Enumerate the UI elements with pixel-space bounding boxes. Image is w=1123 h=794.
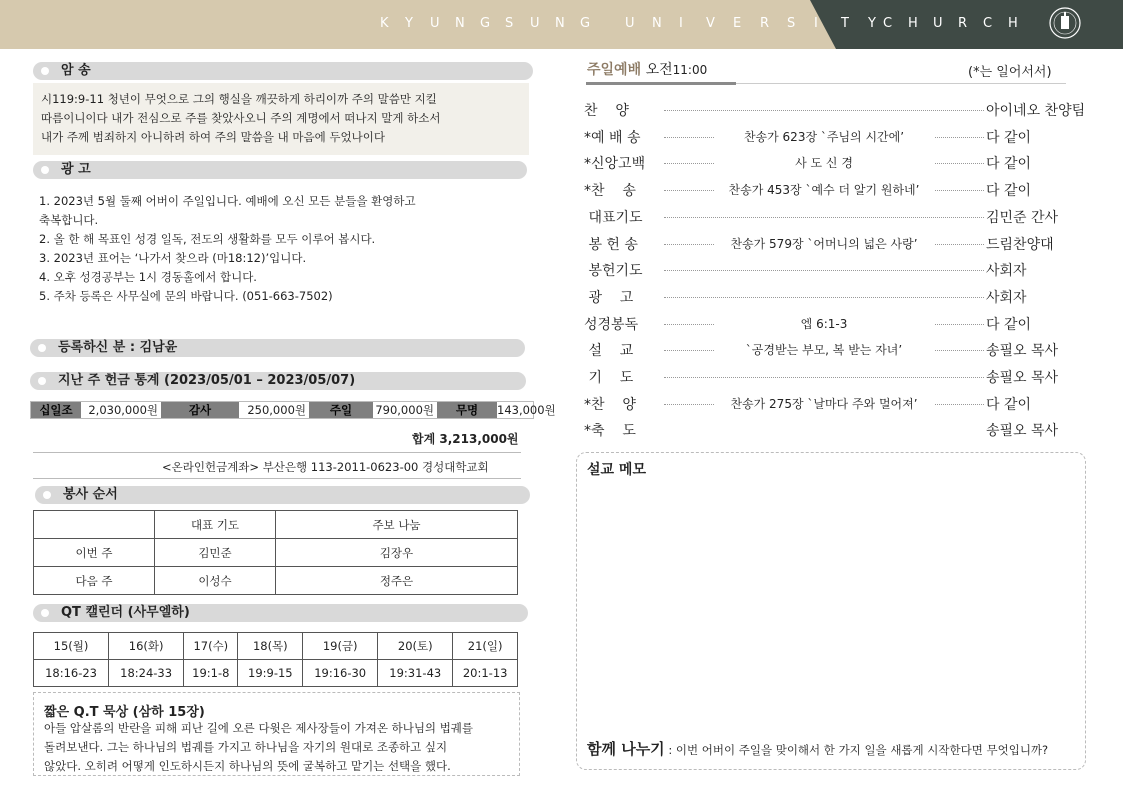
- announcement-line: 3. 2023년 표어는 ‘나가서 찾으라 (마18:12)’입니다.: [39, 251, 307, 265]
- header-letter: E: [733, 16, 742, 31]
- order-row: [584, 234, 1096, 254]
- announcement-line: 4. 오후 성경공부는 1시 경동홀에서 합니다.: [39, 270, 257, 284]
- table-row: [34, 633, 518, 660]
- header-letter: Y: [405, 16, 413, 31]
- offering-label: 주일: [309, 402, 373, 418]
- order-detail: 찬송가 275장 `날마다 주와 멀어져’: [714, 395, 934, 412]
- order-name: 기 도: [584, 370, 634, 386]
- order-row: [584, 153, 1096, 173]
- header-letter: S: [787, 16, 796, 31]
- order-name: *신앙고백: [584, 156, 646, 172]
- header-letter: V: [706, 16, 715, 31]
- qt-heading: QT 캘린더 (사무엘하): [33, 604, 528, 622]
- announcements-heading: 광 고: [33, 161, 527, 179]
- registered-heading: 등록하신 분 : 김남윤: [30, 339, 525, 357]
- header-letter: H: [908, 16, 918, 31]
- bullet-dot-icon: [41, 609, 49, 617]
- offering-label: 무명: [437, 402, 497, 418]
- order-name: 광 고: [584, 290, 634, 306]
- order-row: [584, 287, 1096, 307]
- announcement-line: 축복합니다.: [39, 213, 99, 227]
- divider: [33, 478, 521, 479]
- order-leader: 다 같이: [986, 130, 1032, 146]
- header-letter: R: [958, 16, 968, 31]
- order-leader: 김민준 간사: [986, 210, 1059, 226]
- order-leader: 다 같이: [986, 156, 1032, 172]
- order-detail: 찬송가 453장 `예수 더 알기 원하네’: [714, 181, 934, 198]
- bullet-dot-icon: [38, 344, 46, 352]
- order-leader: 아이네오 찬양팀: [986, 103, 1086, 119]
- leader-dots: [664, 377, 984, 378]
- header-letter: K: [380, 16, 389, 31]
- offering-amount: 143,000원: [497, 403, 556, 417]
- sermon-memo-title: 설교 메모: [587, 462, 646, 478]
- qt-passage: 20:1-13: [453, 660, 518, 687]
- offering-total: 합계 3,213,000원: [412, 432, 519, 446]
- offering-heading: 지난 주 헌금 통계 (2023/05/01 – 2023/05/07): [30, 372, 526, 390]
- qt-day: 20(토): [378, 633, 453, 660]
- memory-verse-text: [41, 90, 441, 147]
- service-heading: 봉사 순서: [35, 486, 530, 504]
- qt-day: 17(수): [184, 633, 238, 660]
- order-name: *예 배 송: [584, 130, 641, 146]
- header-letter: N: [652, 16, 662, 31]
- order-name: 성경봉독: [584, 317, 639, 333]
- qt-passage: 19:9-15: [238, 660, 303, 687]
- announcements-list: [39, 192, 416, 306]
- qt-passage: 18:24-33: [109, 660, 184, 687]
- order-leader: 다 같이: [986, 183, 1032, 199]
- order-leader: 송필오 목사: [986, 423, 1059, 439]
- header-letter: I: [814, 16, 818, 31]
- verse-line: 내가 주께 범죄하지 아니하려 하여 주의 말씀을 내 마음에 두었나이다: [41, 130, 385, 144]
- share-together: [587, 738, 1048, 759]
- qt-day: 21(일): [453, 633, 518, 660]
- header-letter: G: [480, 16, 491, 31]
- announcement-line: 5. 주차 등록은 사무실에 문의 바랍니다. (051-663-7502): [39, 289, 333, 303]
- memory-verse-heading: 암 송: [33, 62, 533, 80]
- header-letter: R: [760, 16, 770, 31]
- worship-title: 주일예배 오전11:00: [587, 62, 708, 78]
- header-letter: G: [580, 16, 591, 31]
- header-letter: Y: [868, 16, 876, 31]
- bullet-dot-icon: [38, 377, 46, 385]
- leader-dots: [664, 217, 984, 218]
- leader-dots: [664, 110, 984, 111]
- bullet-dot-icon: [41, 67, 49, 75]
- offering-label: 감사: [161, 402, 239, 418]
- meditation-text: [44, 719, 473, 776]
- order-leader: 다 같이: [986, 317, 1032, 333]
- header-letter: N: [555, 16, 565, 31]
- leader-dots: [664, 270, 984, 271]
- header-letter: U: [933, 16, 943, 31]
- table-cell: 다음 주: [34, 567, 155, 595]
- qt-calendar-table: [33, 632, 518, 687]
- standing-note: (*는 일어서서): [968, 65, 1052, 80]
- offering-stats-row: [30, 401, 556, 419]
- table-row: [34, 567, 518, 595]
- order-detail: 찬송가 579장 `어머니의 넓은 사랑’: [714, 235, 934, 252]
- order-detail: 찬송가 623장 `주님의 시간에’: [714, 128, 934, 145]
- table-cell: 이번 주: [34, 539, 155, 567]
- header-letter: C: [983, 16, 993, 31]
- divider: [33, 452, 521, 453]
- share-question: : 이번 어버이 주일을 맞이해서 한 가지 일을 새롭게 시작한다면 무엇입니까?: [664, 743, 1049, 757]
- order-name: 봉 헌 송: [584, 237, 638, 253]
- order-leader: 다 같이: [986, 397, 1032, 413]
- order-name: *찬 송: [584, 183, 636, 199]
- order-detail: `공경받는 부모, 복 받는 자녀’: [714, 341, 934, 358]
- meditation-line: 않았다. 오히려 어떻게 인도하시든지 하나님의 뜻에 굴복하고 맡기는 선택을 했다.: [44, 759, 451, 773]
- order-row: [584, 180, 1096, 200]
- header-letter: I: [679, 16, 683, 31]
- table-cell: 정주은: [276, 567, 518, 595]
- header-letter: C: [883, 16, 893, 31]
- qt-passage: 19:16-30: [303, 660, 378, 687]
- offering-amount: 790,000원: [373, 402, 437, 418]
- bullet-dot-icon: [43, 491, 51, 499]
- sermon-memo-box[interactable]: [576, 452, 1086, 770]
- church-emblem-icon: [1048, 6, 1082, 40]
- order-name: 봉헌기도: [584, 263, 643, 279]
- order-name: 대표기도: [584, 210, 643, 226]
- share-label: 함께 나누기: [587, 740, 665, 758]
- meditation-title: 짧은 Q.T 묵상 (삼하 15장): [44, 705, 205, 720]
- table-cell: 김장우: [276, 539, 518, 567]
- order-name: 설 교: [584, 343, 634, 359]
- order-leader: 드림찬양대: [986, 237, 1054, 253]
- header-title: [380, 16, 1040, 36]
- table-cell: 이성수: [155, 567, 276, 595]
- qt-day: 16(화): [109, 633, 184, 660]
- order-row: [584, 100, 1096, 120]
- offering-amount: 2,030,000원: [81, 402, 161, 418]
- header-letter: U: [530, 16, 540, 31]
- order-row: [584, 420, 1096, 440]
- qt-day: 18(목): [238, 633, 303, 660]
- verse-line: 따름이니이다 내가 전심으로 주를 찾았사오니 주의 계명에서 떠나지 말게 하소서: [41, 111, 441, 125]
- service-table: [33, 510, 518, 595]
- qt-passage: 19:31-43: [378, 660, 453, 687]
- order-detail: 엡 6:1-3: [714, 315, 934, 332]
- qt-passage: 18:16-23: [34, 660, 109, 687]
- leader-dots: [664, 297, 984, 298]
- order-name: 찬 양: [584, 103, 629, 119]
- table-row: [34, 539, 518, 567]
- offering-amount: 250,000원: [239, 402, 309, 418]
- order-leader: 사회자: [986, 290, 1027, 306]
- title-underline: [586, 82, 736, 85]
- table-header-cell: [34, 511, 155, 539]
- order-row: [584, 207, 1096, 227]
- header-letter: U: [625, 16, 635, 31]
- order-row: [584, 260, 1096, 280]
- header-letter: S: [505, 16, 514, 31]
- header-letter: H: [1008, 16, 1018, 31]
- table-row: [34, 660, 518, 687]
- order-detail: 사 도 신 경: [714, 154, 934, 171]
- order-leader: 송필오 목사: [986, 343, 1059, 359]
- bullet-dot-icon: [41, 166, 49, 174]
- online-account: <온라인헌금계좌> 부산은행 113-2011-0623-00 경성대학교회: [162, 460, 489, 474]
- announcement-line: 2. 올 한 해 목표인 성경 일독, 전도의 생활화를 모두 이루어 봅시다.: [39, 232, 376, 246]
- order-row: [584, 340, 1096, 360]
- order-leader: 송필오 목사: [986, 370, 1059, 386]
- header-letter: T: [841, 16, 849, 31]
- title-rule: [736, 83, 1066, 84]
- table-header-cell: 주보 나눔: [276, 511, 518, 539]
- offering-label: 십일조: [31, 402, 81, 418]
- header-letter: U: [430, 16, 440, 31]
- header-letter: N: [455, 16, 465, 31]
- order-name: *축 도: [584, 423, 636, 439]
- table-header-cell: 대표 기도: [155, 511, 276, 539]
- announcement-line: 1. 2023년 5월 둘째 어버이 주일입니다. 예배에 오신 모든 분들을 환영하고: [39, 194, 416, 208]
- order-name: *찬 양: [584, 397, 636, 413]
- order-row: [584, 127, 1096, 147]
- verse-line: 시119:9-11 청년이 무엇으로 그의 행실을 깨끗하게 하리이까 주의 말씀만 지킬: [41, 92, 437, 106]
- table-row: [34, 511, 518, 539]
- table-cell: 김민준: [155, 539, 276, 567]
- order-row: [584, 314, 1096, 334]
- qt-day: 15(월): [34, 633, 109, 660]
- order-row: [584, 394, 1096, 414]
- qt-passage: 19:1-8: [184, 660, 238, 687]
- qt-day: 19(금): [303, 633, 378, 660]
- order-row: [584, 367, 1096, 387]
- order-leader: 사회자: [986, 263, 1027, 279]
- meditation-line: 아들 압살롬의 반란을 피해 피난 길에 오른 다윗은 제사장들이 가져온 하나님의 법궤를: [44, 721, 474, 735]
- meditation-line: 돌려보낸다. 그는 하나님의 법궤를 가지고 하나님을 자기의 원대로 조종하고 싶지: [44, 740, 448, 754]
